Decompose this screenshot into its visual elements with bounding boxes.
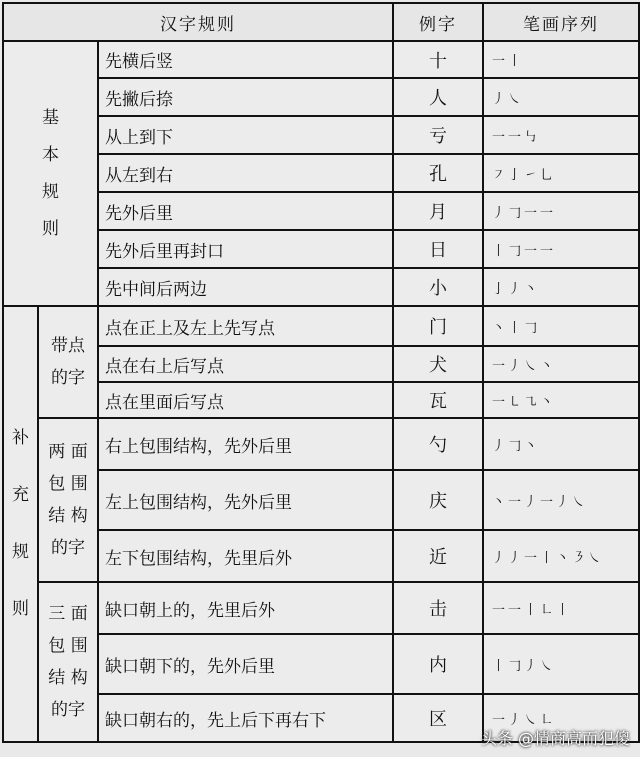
header-row bbox=[3, 3, 639, 41]
table-row bbox=[3, 192, 639, 230]
example-cell: 击 bbox=[393, 582, 483, 634]
group-two-sided: 两 面 包 围 结 构 的字 bbox=[38, 418, 98, 582]
table-row bbox=[3, 154, 639, 192]
example-cell: 勺 bbox=[393, 418, 483, 470]
rule-cell: 缺口朝右的，先上后下再右下 bbox=[98, 694, 393, 742]
table-row bbox=[3, 582, 639, 634]
table-row bbox=[3, 470, 639, 530]
group-three-sided: 三 面 包 围 结 构 的字 bbox=[38, 582, 98, 742]
header-rule: 汉字规则 bbox=[3, 3, 393, 41]
rule-cell: 点在里面后写点 bbox=[98, 382, 393, 418]
rule-cell: 先外后里再封口 bbox=[98, 230, 393, 268]
rule-cell: 缺口朝下的，先外后里 bbox=[98, 634, 393, 694]
table-row bbox=[3, 418, 639, 470]
strokes-cell: 丶丨𠃌 bbox=[483, 306, 639, 346]
rule-cell: 从上到下 bbox=[98, 116, 393, 154]
table-row bbox=[3, 382, 639, 418]
table-row bbox=[3, 306, 639, 346]
rule-cell: 左下包围结构，先里后外 bbox=[98, 530, 393, 582]
rule-cell: 点在右上后写点 bbox=[98, 346, 393, 382]
supplement-category: 补充规则 bbox=[3, 306, 38, 742]
strokes-cell: 丨𠃌丿㇏ bbox=[483, 634, 639, 694]
strokes-cell: ㇇亅㇀乚 bbox=[483, 154, 639, 192]
header-example: 例字 bbox=[393, 3, 483, 41]
rule-cell: 先外后里 bbox=[98, 192, 393, 230]
strokes-cell: 一一㇉ bbox=[483, 116, 639, 154]
strokes-cell: 一丿㇏丶 bbox=[483, 346, 639, 382]
table-row bbox=[3, 78, 639, 116]
rule-cell: 右上包围结构，先外后里 bbox=[98, 418, 393, 470]
example-cell: 瓦 bbox=[393, 382, 483, 418]
strokes-cell: 丿𠃌一一 bbox=[483, 192, 639, 230]
strokes-cell: 丿𠃌丶 bbox=[483, 418, 639, 470]
strokes-cell: 亅丿丶 bbox=[483, 268, 639, 306]
strokes-cell: 丨𠃌一一 bbox=[483, 230, 639, 268]
example-cell: 孔 bbox=[393, 154, 483, 192]
strokes-cell: 丿丿一丨丶㇋㇏ bbox=[483, 530, 639, 582]
strokes-cell: 丿㇏ bbox=[483, 78, 639, 116]
strokes-cell: 一丨 bbox=[483, 41, 639, 78]
example-cell: 日 bbox=[393, 230, 483, 268]
table-row bbox=[3, 116, 639, 154]
watermark: 头条 @情商高而犯傻 bbox=[480, 729, 630, 748]
table-row bbox=[3, 230, 639, 268]
table-row bbox=[3, 346, 639, 382]
strokes-cell: 丶一丿一丿㇏ bbox=[483, 470, 639, 530]
header-strokes: 笔画序列 bbox=[483, 3, 639, 41]
example-cell: 月 bbox=[393, 192, 483, 230]
example-cell: 庆 bbox=[393, 470, 483, 530]
example-cell: 十 bbox=[393, 41, 483, 78]
example-cell: 门 bbox=[393, 306, 483, 346]
table-row bbox=[3, 634, 639, 694]
rule-cell: 先横后竖 bbox=[98, 41, 393, 78]
rule-cell: 从左到右 bbox=[98, 154, 393, 192]
example-cell: 亏 bbox=[393, 116, 483, 154]
rule-cell: 缺口朝上的，先里后外 bbox=[98, 582, 393, 634]
example-cell: 人 bbox=[393, 78, 483, 116]
table-row bbox=[3, 41, 639, 78]
table-row bbox=[3, 268, 639, 306]
rule-cell: 点在正上及左上先写点 bbox=[98, 306, 393, 346]
rule-cell: 左上包围结构，先外后里 bbox=[98, 470, 393, 530]
example-cell: 区 bbox=[393, 694, 483, 742]
strokes-cell: 一㇄㇈丶 bbox=[483, 382, 639, 418]
table-row bbox=[3, 530, 639, 582]
example-cell: 犬 bbox=[393, 346, 483, 382]
rule-cell: 先中间后两边 bbox=[98, 268, 393, 306]
group-dot: 带点 的字 bbox=[38, 306, 98, 418]
basic-category: 基本规则 bbox=[3, 41, 98, 306]
example-cell: 内 bbox=[393, 634, 483, 694]
strokes-cell: 一丿㇏㇗ bbox=[483, 694, 639, 742]
example-cell: 小 bbox=[393, 268, 483, 306]
stroke-order-table bbox=[2, 2, 640, 743]
example-cell: 近 bbox=[393, 530, 483, 582]
strokes-cell: 一一丨㇗丨 bbox=[483, 582, 639, 634]
rule-cell: 先撇后捺 bbox=[98, 78, 393, 116]
